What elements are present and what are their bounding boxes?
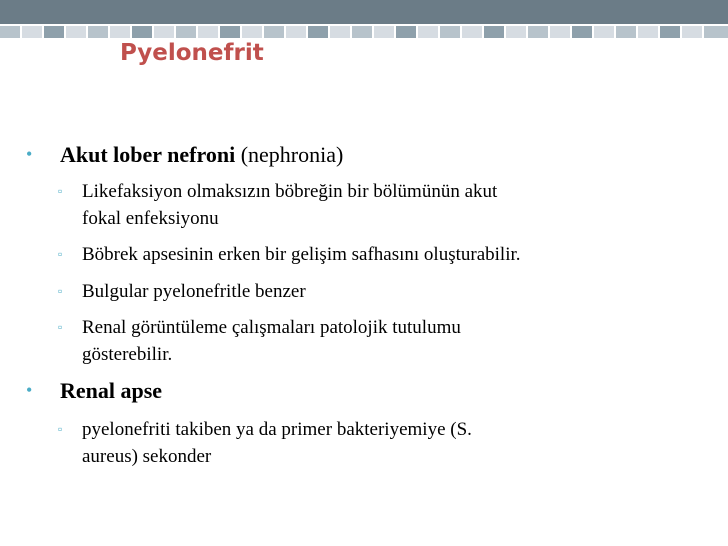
bullet-text: pyelonefriti takiben ya da primer bakteriyemiye (S. (82, 419, 472, 440)
square-bullet-icon: ▫ (58, 320, 63, 334)
slide-title: Pyelonefrit (120, 40, 264, 66)
bullet-bold-text: Akut lober nefroni (60, 142, 236, 167)
square-bullet-icon: ▫ (58, 247, 63, 261)
bullet-text: fokal enfeksiyonu (82, 208, 219, 229)
bullet-text: Renal görüntüleme çalışmaları patolojik tutulumu (82, 317, 461, 338)
bullet-text: aureus) sekonder (82, 446, 212, 467)
bullet-text: gösterebilir. (82, 344, 173, 365)
square-bullet-icon: ▫ (58, 422, 63, 436)
square-bullet-icon: ▫ (58, 284, 63, 298)
bullet-item-level1 (26, 378, 162, 404)
bullet-dot-icon: • (26, 380, 33, 400)
bullet-dot-icon: • (26, 144, 33, 164)
bullet-text: Böbrek apsesinin erken bir gelişim safhasını oluşturabilir. (82, 244, 521, 265)
bullet-text: Likefaksiyon olmaksızın böbreğin bir bölümünün akut (82, 181, 498, 202)
bullet-text: Bulgular pyelonefritle benzer (82, 281, 306, 302)
bullet-item-level1 (26, 142, 343, 168)
bullet-bold-text: Renal apse (60, 378, 163, 403)
bullet-text: (nephronia) (235, 142, 344, 167)
square-bullet-icon: ▫ (58, 184, 63, 198)
